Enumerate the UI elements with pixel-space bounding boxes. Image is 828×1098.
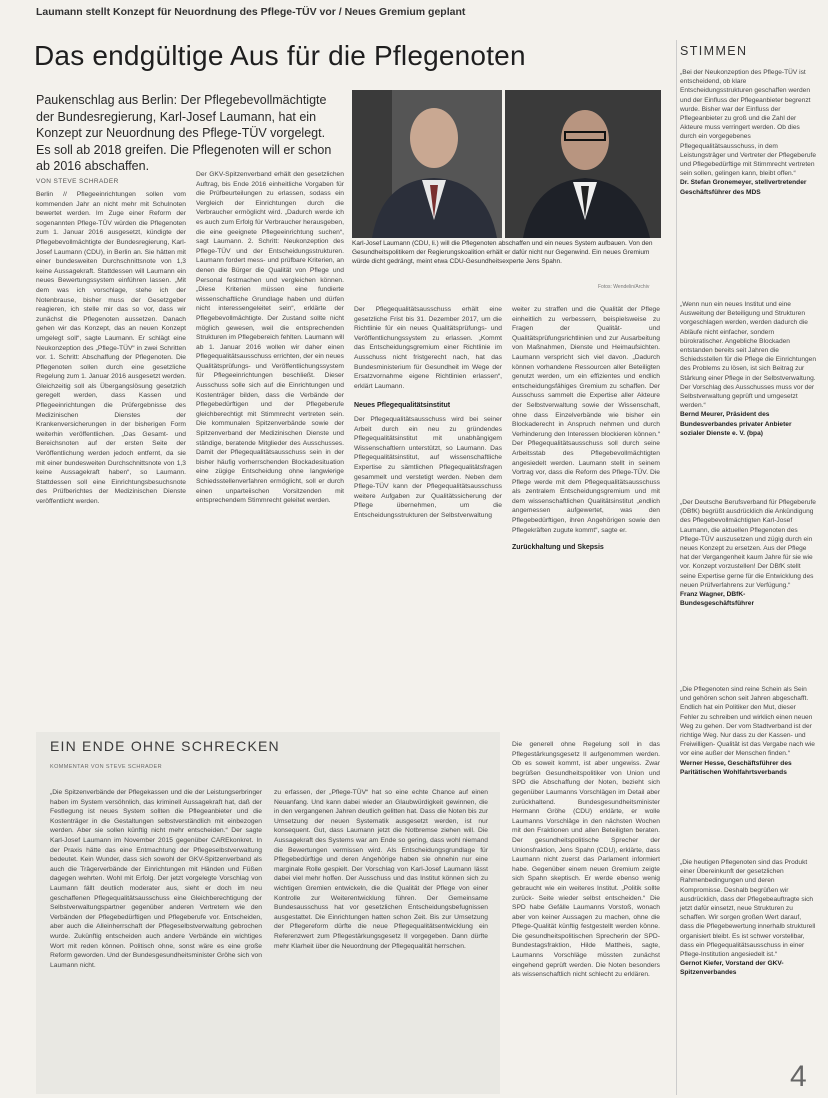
article-column-4 [512, 305, 660, 730]
photo-caption: Karl-Josef Laumann (CDU, li.) will die Pflegenoten abschaffen und ein neues System aufbauen. Von den Gesundheitspolitikern der Regierungskoalition erhält er dafür nicht nur Gegenwind. Ein neues Gremium würde dicht gedrängt, meint etwa CDU-Gesundheitsexperte Jens Spahn. [352, 240, 653, 265]
article-column-4-text: weiter zu straffen und die Qualität der Pflege einheitlich zu verbessern, beispielsweise zu Fragen der Qualität- und Qualitätsprüfungsrichtlinien und zur Ausarbeitung von Maßnahmen, Dienste und Heimaufsichten. Laumann verspricht sich viel davon. „Dadurch können vorhandene Ressourcen aller Beteiligten genutzt werden, um ein effizientes und endlich entscheidungsfähiges Gremium zu schaffen. Der Ausschuss sammelt die Expertise aller Akteure der Selbstverwaltung sowie der Wissenschaft, ohne dass Einzelverbände wie bisher ein Blockaderecht in Anspruch nehmen und durch Verhinderung den Interessen blockieren können.“ Der Pflegequalitätsausschuss soll durch seine Arbeitsstab des Pflegebevollmächtigten angesiedelt werden. Laumann stellt in seinem Vortrag vor, dass die Reform des Pflege-TÜV. Die Pflege werde mit dem Pflegequalitätsausschuss als zentralem Entscheidungsgremium und mit dem wissenschaftlichen Qualitätsinstitut „endlich angemessen aufgewertet, was den Pflegebedürftigen, ihren Angehörigen sowie den Pflegekräften zugute kommt“, sagte er. [512, 306, 660, 534]
commentary-column-2: zu erfassen, der „Pflege-TÜV“ hat so eine echte Chance auf einen Neuanfang. Und kann dabei wieder an Glaubwürdigkeit gewinnen, die in den vergangenen Jahren deutlich gelitten hat. Dass die Noten bis zur Umsetzung der neuen Systematik ausgesetzt werden, ist nur konsequent. Gut, dass Laumann jetzt die Notbremse ziehen will. Die Aussagekraft des Systems war am Ende so gering, dass wohl niemand die Bewertungen vermissen wird. Als Entscheidungsgrundlage für Pflegebedürftige und deren Angehörige haben sie ohnehin nur eine marginale Rolle gespielt. Der Vorschlag von Karl-Josef Laumann lässt dabei viel mehr hoffen. Der Ausschuss und das Institut können sich zu wichtigen Gremien entwickeln, die die Qualität der Pflege von einer Kontrolle zur Weiterentwicklung führen. Der Gemeinsame Bundesausschuss hat vor gesetzlichen Entscheidungsbefugnissen ausgestattet. Die Einrichtungen hatten schon Zeit. Bis zur Umsetzung der Pflegereform dürfte die neue Pflegequalitätsentwicklung ein Referenzwert zum Pflegestärkungsgesetz II vorgegeben. Dann dürfte mehr Klarheit über die Neuordnung der Pflegequalität herrschen. [274, 789, 488, 950]
quote-author: Dr. Stefan Gronemeyer, stellvertretender Geschäftsführer des MDS [680, 179, 807, 196]
quote-text: „Die Pflegenoten sind reine Schein als Sein und gehören schon seit Jahren abgeschafft. Endlich hat ein Politiker den Mut, dieser Fehler zu schreiben und wirklich einen neuen Weg zu gehen. Der vom Stadtverband ist der richtige Weg. Nur dass zu der Kassen- und Freiwilligen- Qualität ist das Vergabe nach wie vor eine außer der Menschen finden.“ [680, 686, 815, 758]
spahn-photo [505, 90, 661, 238]
page-number: 4 [790, 1060, 807, 1093]
sidebar-title: STIMMEN [680, 44, 748, 58]
quote-text: „Die heutigen Pflegenoten sind das Produkt einer Übereinkunft der gesetzlichen Rahmenbedingungen und deren Kompromisse. Deshalb begrüßen wir ausdrücklich, dass der Pflegebeauftragte sich jetzt dafür einsetzt, neue Strukturen zu schaffen. Wir sorgen großen Wert darauf, dass die Pflegebewertung innerhalb strukturell organisiert bleibt. Es ist schwer vorstellbar, dass ein Pflegequalitätsausschuss in einer Pflege-Institution angesiedelt ist.“ [680, 859, 816, 959]
commentary-column-1: „Die Spitzenverbände der Pflegekassen und die der Leistungserbringer haben im System versöhnlich, das kriminell Aussagekraft hat, daß der Festlegung ist neues System sollten die Pflegeanbieter und die Kostenträger in die Gestaltungen selbstverständlich mit einbezogen werden. Aber sie sollen künftig nicht mehr entscheiden.“ Der sagte Karl-Josef Laumann im November 2015 gegenüber CAREkonkret. In der Praxis hätte das eine Entmachtung der Pflegeselbstverwaltung bedeutet. Kein Wunder, dass sich sowohl der GKV-Spitzenverband als auch die Trägerverbände der Einrichtungen mit Händen und Füßen dagegen wehrten. Wohl mit Erfolg. Der jetzt vorgelegte Vorschlag von Laumann fällt deutlich moderater aus, sieht er doch im neu geschaffenen Pflegequalitätsausschuss eine Gleichberechtigung der Selbstverwaltungspartner gegenüber anderen Vertretern wie den Verbänden der Pflegebedürftigen und Pflegeberufe vor. Entscheiden, aber auch die Alleinherrschaft der Pflegeselbstverwaltung gebrochen wurde. Zukünftig entscheiden auch andere Verbände ein wichtiges Wort mit reden können. Politisch ohne, sonst wäre es eine große Reform geworden. Und der Bundesgesundheitsminister Gröhe sich von Laumann nicht. [50, 789, 262, 969]
quote-author: Bernd Meurer, Präsident des Bundesverbandes privater Anbieter sozialer Dienste e. V. (bpa) [680, 411, 792, 437]
quote-block [680, 68, 816, 197]
quote-text: „Wenn nun ein neues Institut und eine Ausweitung der Beteiligung und Strukturen vorgeschlagen werden, werden dadurch die Abläufe nicht einfacher, sondern bürokratischer. Angebliche Blockaden entstanden bereits seit Jahren die Schiedsstellen für die Pflege die Einrichtungen des Problems zu lösen, ist sich Beitrag zur Stärkung einer Pflege in der Selbstverwaltung. Der Vorschlag des Ausschusses muss vor der Selbstverwaltung geprüft und umgesetzt werden.“ [680, 301, 816, 410]
quote-author: Werner Hesse, Geschäftsführer des Paritätischen Wohlfahrtsverbands [680, 759, 792, 776]
subhead-zurueckhaltung: Zurückhaltung und Skepsis [512, 544, 604, 552]
article-column-2: Der GKV-Spitzenverband erhält den gesetzlichen Auftrag, bis Ende 2016 einheitliche Vorgaben für die Prüfbeurteilungen zu erlassen, sodass ein Vergleich der Einrichtungen durch die Verbraucher ermöglicht wird. „Dadurch werde ich es auch zum Erfolg für Verbraucher herausgeben, die eine geeignete Pflegeeinrichtung suchen“, sagt Laumann. 2. Schritt: Neukonzeption des Pflege-TÜV und der Entscheidungsstrukturen. Laumann fordert mess- und prüfbare Kriterien, an denen die Bürger die Qualität von Pflege und Personal festmachen und vergleichen können. „Diese Kriterien müssen eine fundierte wissenschaftliche Grundlage haben und dürfen nicht interessengeleitet sein“, erklärte der Pflegebevollmächtigte. Der Zustand sollte nicht möglich gewesen, weil die entsprechenden Strukturen im Pflegebereich fehlten. Laumann will ab 1. Januar 2016 wollen wir daher einen Pflegequalitätsausschuss errichten, der ein neues Qualitätsprüfungs- und Veröffentlichungssystem für Pflegeeinrichtungen beschließt. Dieser Ausschuss solle sich auf die Einrichtungen und Kostenträger bilden, dass die Verbände der Pflegebedürftigen und der Pflegeberufe gleichberechtigt mit Stimmrecht vertreten sein. Die kommunalen Spitzenverbände sowie der Spitzenverband der Medizinischen Dienste und ständige, beratende Mitglieder des Ausschusses. Damit der Pflegequalitätsausschuss sein in der bisher häufig vorherrschenden Blockadesituation eine zügige Entscheidung ohne langwierige Schiedsstellenverfahren ermöglicht, soll er durch einen unparteiischen Vorsitzenden mit entsprechendem Stimmrecht geleitet werden. [196, 171, 344, 505]
article-column-3-text-b: Der Pflegequalitätsausschuss wird bei seiner Arbeit durch ein neu zu gründendes Pflegequalitätsinstitut mit unabhängigem Wissenschaftlern unterstützt, so Laumann. Das Pflegequalitätsinstitut, auf wissenschaftliche Expertise zu sämtlichen Pflegequalitätsfragen gesammelt und verstetigt werden. Neben dem Pflege-TÜV kann der Pflegequalitätsausschuss weitere Aufgaben zur Qualitätssicherung der Pflege übernehmen, um die Entscheidungsstrukturen der Selbstverwaltung [354, 415, 502, 519]
laumann-photo [352, 90, 502, 238]
quote-text: „Bei der Neukonzeption des Pflege-TÜV ist entscheidend, ob klare Entscheidungsstrukturen geschaffen werden und der Einfluss der Pflegeanbieter begrenzt wurde. Bisher war der Einfluss der Pflegeanbieter zu groß und die Zahl der Akteure muss verringert werden. Ob dies durch ein vorgegebenes Pflegequalitätsausschuss, in dem Leistungsträger und Vertreter der Pflegeberufe und Pflegebedürftige mit Stimmrecht vertreten sein sollen, gelingen kann, bleibt offen.“ [680, 69, 816, 178]
quote-text: „Der Deutsche Berufsverband für Pflegeberufe (DBfK) begrüßt ausdrücklich die Ankündigung des Pflegebevollmächtigten Karl-Josef Laumann, die aktuellen Pflegenoten des Pflege-TÜV auszusetzen und zügig durch ein neues Konzept zu ersetzen. Aus der Pflege hat der Vergangenheit kaum Jahre für sie wie vor. Konzept vorzustellen! Der DBfK stellt seine Expertise gerne für die Entwicklung des neuen Prüfverfahrens zur Verfügung.“ [680, 499, 816, 589]
article-column-5: Die generell ohne Regelung soll in das Pflegestärkungsgesetz II aufgenommen werden. Ob es soweit kommt, ist aber ungewiss. Zwar begrüßen Gesundheitspolitiker von Union und SPD die Abschaffung der Noten, bezieht sich gegenüber Laumanns Vorschlägen im Detail aber zurückhaltend. Bundesgesundheitsminister Hermann Gröhe (CDU) erklärte, er wolle Laumanns Vorschläge in den nächsten Wochen mit den Fraktionen und allen Beteiligten beraten. Der gesundheitspolitische Sprecher der Unionsfraktion, Jens Spahn (CDU), erklärte, dass Laumann nicht zuerst das Parlament informiert habe. Gegenüber einem neuen Gremium zeigte sich Spahn skeptisch. Er werde ebenso wenig gebraucht wie ein weiteres Institut. „Politik sollte zurück- Seite wieder selbst entscheiden.“ Die SPD habe Gefälle Laumanns Vorstoß, wonach aber von keiner Aussagen zu machen, ohne die Pflege-Qualität künftig festgestellt werden könne. Die gesundheitspolitischen Sprecherin der SPD-Bundestagsfraktion, Hilde Mattheis, sagte, Laumanns Vorschläge müssten zunächst eingehend geprüft werden. Die Noten besonders als wissenschaftlich nicht schlecht zu erklären. [512, 741, 660, 979]
quote-block [680, 858, 816, 978]
commentary-title: EIN ENDE OHNE SCHRECKEN [50, 738, 280, 754]
commentary-byline: KOMMENTAR VON STEVE SCHRADER [50, 764, 162, 770]
quote-block [680, 498, 816, 608]
headline: Das endgültige Aus für die Pflegenoten [34, 40, 526, 71]
quote-author: Gernot Kiefer, Vorstand der GKV-Spitzenverbandes [680, 960, 784, 977]
article-column-3-text: Der Pflegequalitätsausschuss erhält eine gesetzliche Frist bis 31. Dezember 2017, um die Richtlinie für ein neues Qualitätsprüfungs- und Veröffentlichungssystem zu erlassen. „Kommt das Entscheidungsgremium einer Richtlinie im Ausschuss nicht fristgerecht nach, hat das Bundesministerium für Gesundheit im Wege der Ersatzvornahme eigene Richtlinien erlassen“, erklärt Laumann. [354, 306, 502, 390]
photo-credit: Fotos: Wendelin/Archiv [598, 284, 650, 290]
article-column-3 [354, 305, 502, 695]
subhead-neues-institut: Neues Pflegequalitätsinstitut [354, 402, 451, 410]
quote-block [680, 300, 816, 438]
kicker: Laumann stellt Konzept für Neuordnung des Pflege-TÜV vor / Neues Gremium geplant [36, 6, 466, 18]
quote-block [680, 685, 816, 777]
lead-paragraph: Paukenschlag aus Berlin: Der Pflegebevollmächtigte der Bundesregierung, Karl-Josef Laumann, hat ein Konzept zur Neuordnung des Pflege-TÜV vorgelegt. Es soll ab 2018 greifen. Die Pflegenoten will er schon ab 2016 abschaffen. [36, 93, 332, 173]
article-column-1: Berlin // Pflegeeinrichtungen sollen vom kommenden Jahr an nicht mehr mit Schulnoten bewertet werden. Im Zuge einer Reform der sogenannten Pflege-TÜV würden die Pflegenoten zum 1. Januar 2016 ausgesetzt, kündigte der Pflegebevollmächtigte der Bundesregierung, Karl-Josef Laumann (CDU), in Berlin an. Sie hätten mit einer bundesweiten Durchschnittsnote von 1,3 keine Aussagekraft. Stattdessen will Laumann ein neues Bewertungssystem einführen lassen. „Mit dem was ich vorschlage, stehe ich der Notenbrause, bisher muss der Gesetzgeber reagieren, ich stelle mir das so vor, dass wir zunächst die Pflegenoten aussetzen. Danach gehen wir das Konzept, das an neuen Konzept umgelegt soll“, sagte Laumann. Er schlägt eine Neukonzeption des „Pflege-TÜV“ in zwei Schritten vor. 1. Schritt: Abschaffung der Pflegenoten. Die Pflegenoten sollen durch eine gesetzliche Regelung zum 1. Januar 2016 ausgesetzt werden. Gleichzeitig soll als Übergangslösung gesetzlich geregelt werden, dass Kassen und Pflegeeinrichtungen die Prüfergebnisse des Medizinischen Dienstes der Krankenversicherungen in der bisherigen Form weiterhin veröffentlichen. „Das Gesamt- und Bereichsnoten auf der ersten Seite der Veröffentlichung werden jedoch entfernt, da sie mit einer bundesweiten Durchschnittsnote von 1,3 keine Aussagekraft haben“, so Laumann. Stattdessen soll eine Einrichtungsbesuchsnote des Prüfberichtes der Medizinischen Dienste veröffentlicht werden. [36, 191, 186, 505]
quote-author: Franz Wagner, DBfK-Bundesgeschäftsführer [680, 591, 755, 608]
byline: VON STEVE SCHRADER [36, 178, 119, 185]
